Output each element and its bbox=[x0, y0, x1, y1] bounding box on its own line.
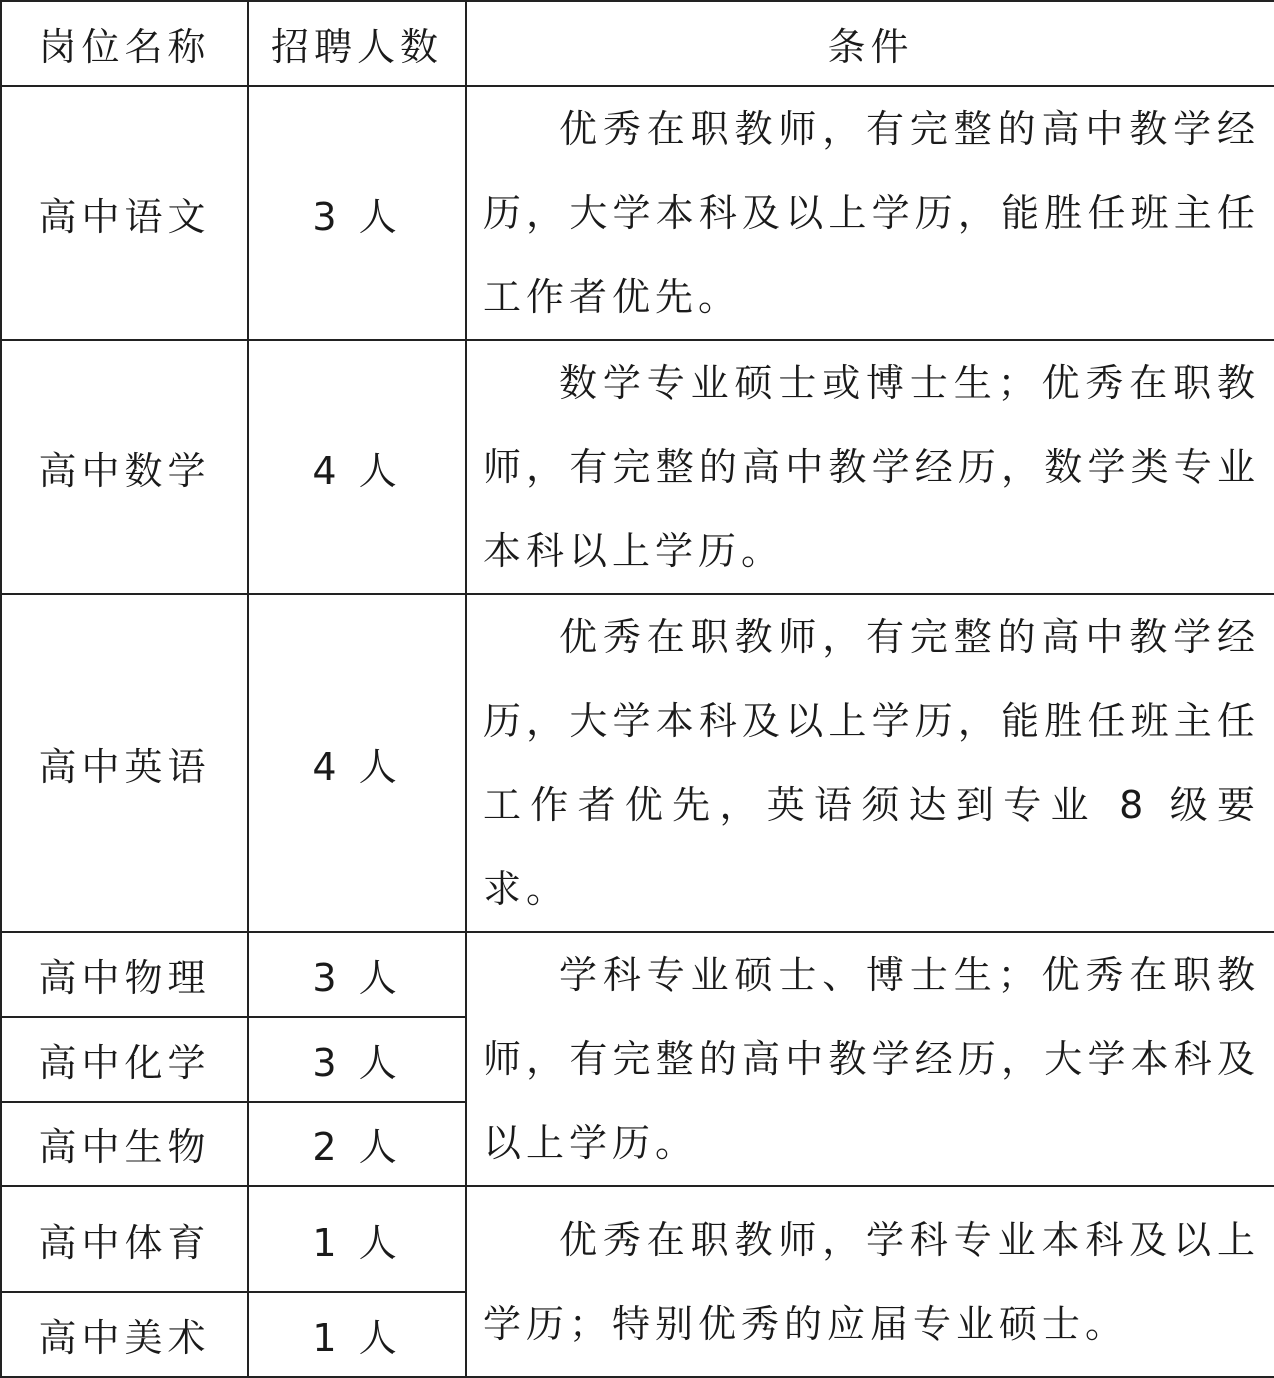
conditions-text: 优秀在职教师，有完整的高中教学经历，大学本科及以上学历，能胜任班主任工作者优先，英语须达到专业 8 级要求。 bbox=[483, 615, 1260, 911]
table-row bbox=[1, 932, 1274, 1017]
count-cell: 3 人 bbox=[248, 86, 466, 340]
table-row bbox=[1, 594, 1274, 932]
conditions-text: 优秀在职教师，有完整的高中教学经历，大学本科及以上学历，能胜任班主任工作者优先。 bbox=[483, 107, 1260, 319]
header-count: 招聘人数 bbox=[248, 1, 466, 86]
header-position: 岗位名称 bbox=[1, 1, 248, 86]
count-cell: 1 人 bbox=[248, 1292, 466, 1377]
conditions-cell bbox=[466, 932, 1274, 1186]
conditions-cell bbox=[466, 86, 1274, 340]
position-cell: 高中物理 bbox=[1, 932, 248, 1017]
position-cell: 高中英语 bbox=[1, 594, 248, 932]
count-cell: 4 人 bbox=[248, 340, 466, 594]
position-cell: 高中生物 bbox=[1, 1102, 248, 1186]
conditions-cell bbox=[466, 594, 1274, 932]
count-cell: 1 人 bbox=[248, 1186, 466, 1292]
count-cell: 3 人 bbox=[248, 1017, 466, 1101]
count-cell: 4 人 bbox=[248, 594, 466, 932]
conditions-text: 学科专业硕士、博士生；优秀在职教师，有完整的高中教学经历，大学本科及以上学历。 bbox=[483, 953, 1260, 1165]
count-cell: 3 人 bbox=[248, 932, 466, 1017]
count-cell: 2 人 bbox=[248, 1102, 466, 1186]
position-cell: 高中化学 bbox=[1, 1017, 248, 1101]
table-row bbox=[1, 1186, 1274, 1292]
position-cell: 高中语文 bbox=[1, 86, 248, 340]
header-conditions: 条件 bbox=[466, 1, 1274, 86]
conditions-cell bbox=[466, 340, 1274, 594]
position-cell: 高中数学 bbox=[1, 340, 248, 594]
position-cell: 高中美术 bbox=[1, 1292, 248, 1377]
header-row bbox=[1, 1, 1274, 86]
table-row bbox=[1, 340, 1274, 594]
conditions-text: 优秀在职教师，学科专业本科及以上学历；特别优秀的应届专业硕士。 bbox=[483, 1217, 1260, 1346]
table-row bbox=[1, 86, 1274, 340]
position-cell: 高中体育 bbox=[1, 1186, 248, 1292]
conditions-text: 数学专业硕士或博士生；优秀在职教师，有完整的高中教学经历，数学类专业本科以上学历。 bbox=[483, 361, 1260, 573]
